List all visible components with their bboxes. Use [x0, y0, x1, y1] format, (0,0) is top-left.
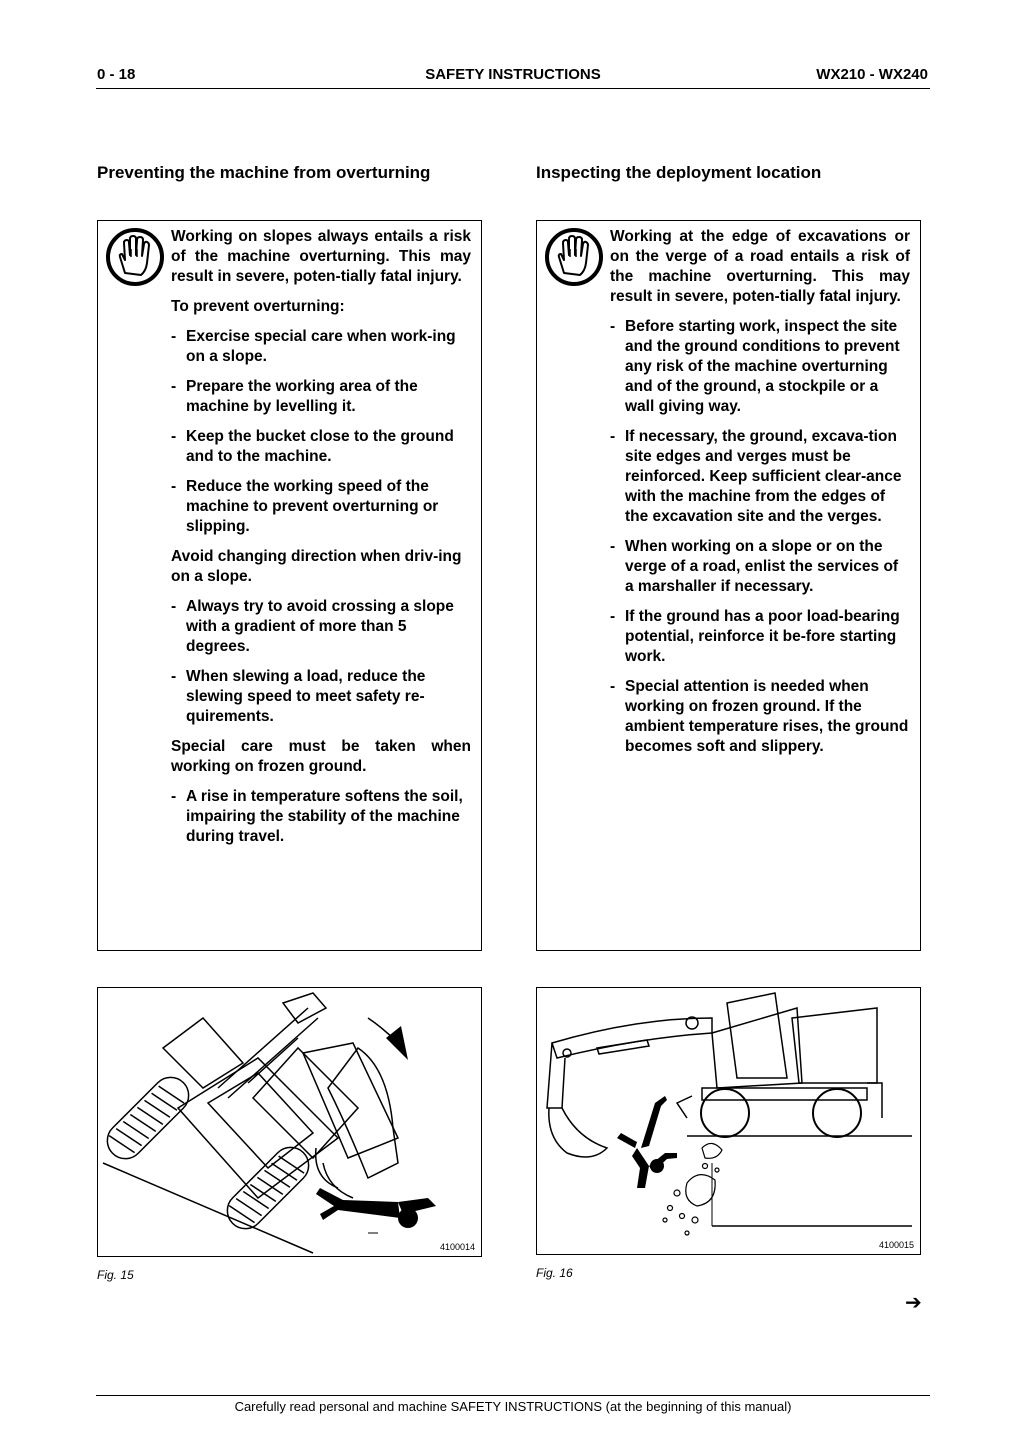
- right-warning-statement: Working at the edge of excavations or on the verge of a road entails a risk of the machine overturning. This may result in severe, poten-tially fatal injury.: [610, 228, 910, 305]
- right-warning-text: [610, 227, 910, 767]
- right-warning-box: [536, 220, 921, 951]
- list-item: - Special attention is needed when working on frozen ground. If the ambient temperature rises, the ground becomes soft and slippery.: [610, 678, 909, 755]
- figure-caption: Fig. 15: [97, 1268, 134, 1282]
- footer-rule: [96, 1395, 930, 1396]
- left-bullet-list-2: [171, 597, 471, 727]
- list-item: - Always try to avoid crossing a slope with a gradient of more than 5 degrees.: [171, 598, 454, 655]
- list-item: - When working on a slope or on the verge of a road, enlist the services of a marshaller if necessary.: [610, 538, 899, 595]
- left-warning-statement: Working on slopes always entails a risk of the machine overturning. This may result in severe, poten-tially fatal injury.: [171, 228, 471, 285]
- page-number: 0 - 18: [97, 66, 136, 83]
- model-designation: WX210 - WX240: [816, 66, 928, 83]
- left-intro: To prevent overturning:: [171, 298, 345, 315]
- right-bullet-list: [610, 317, 910, 757]
- list-item: - Prepare the working area of the machine by levelling it.: [171, 378, 418, 415]
- list-item: - If the ground has a poor load-bearing potential, reinforce it be-fore starting work.: [610, 608, 900, 665]
- overturning-machine-illustration: [98, 988, 483, 1258]
- list-item: - A rise in temperature softens the soil, impairing the stability of the machine during travel.: [171, 788, 463, 845]
- list-item: - Reduce the working speed of the machine to prevent overturning or slipping.: [171, 478, 439, 535]
- figure-caption: Fig. 16: [536, 1266, 573, 1280]
- running-header-title: SAFETY INSTRUCTIONS: [425, 66, 601, 83]
- left-paragraph-direction: Avoid changing direction when driv-ing on a slope.: [171, 548, 462, 585]
- arrow-right-icon: ➔: [905, 1292, 922, 1314]
- list-item: - Before starting work, inspect the site and the ground conditions to prevent any risk of the machine overturning and of the ground, a stockpile or a wall giving way.: [610, 318, 900, 415]
- figure-code: 4100014: [439, 1242, 475, 1252]
- list-item: - Exercise special care when work-ing on a slope.: [171, 328, 456, 365]
- list-item: - If necessary, the ground, excava-tion site edges and verges must be reinforced. Keep sufficient clear-ance with the machine from the edges of the excavation site and the verges.: [610, 428, 902, 525]
- list-item: - Keep the bucket close to the ground and to the machine.: [171, 428, 454, 465]
- list-item: - When slewing a load, reduce the slewing speed to meet safety re-quirements.: [171, 668, 426, 725]
- figure-code: 4100015: [878, 1240, 914, 1250]
- stop-hand-icon: [544, 227, 604, 287]
- left-warning-box: [97, 220, 482, 951]
- right-section-title: Inspecting the deployment location: [536, 163, 822, 182]
- stop-hand-icon: [105, 227, 165, 287]
- left-bullet-list-3: [171, 787, 471, 847]
- left-paragraph-frozen: Special care must be taken when working on frozen ground.: [171, 738, 471, 775]
- figure-excavation-edge: [536, 987, 921, 1255]
- figure-overturning: [97, 987, 482, 1257]
- footer-note: Carefully read personal and machine SAFETY INSTRUCTIONS (at the beginning of this manual): [234, 1399, 792, 1414]
- left-warning-text: [171, 227, 471, 857]
- left-bullet-list-1: [171, 327, 471, 537]
- header-rule: [96, 88, 930, 89]
- left-section-title: Preventing the machine from overturning: [97, 163, 431, 182]
- excavation-edge-illustration: [537, 988, 922, 1256]
